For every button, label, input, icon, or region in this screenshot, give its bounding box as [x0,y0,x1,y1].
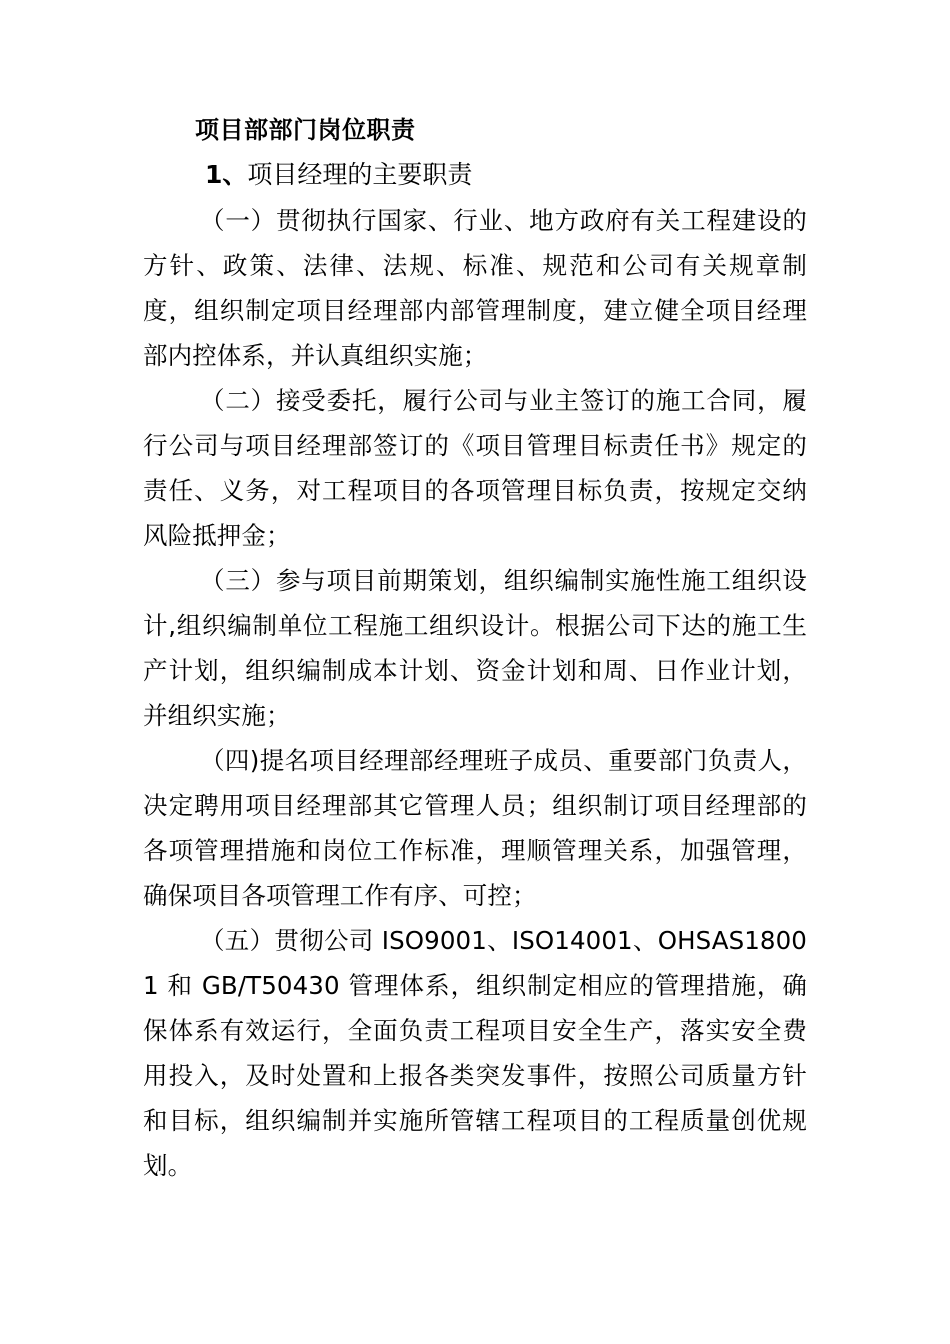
paragraph-1: （一）贯彻执行国家、行业、地方政府有关工程建设的方针、政策、法律、法规、标准、规范和公司有关规章制度，组织制定项目经理部内部管理制度，建立健全项目经理部内控体系，并认真组织实施； [143,206,807,370]
body-text [143,198,807,1188]
paragraph-4: （四)提名项目经理部经理班子成员、重要部门负责人，决定聘用项目经理部其它管理人员；组织制订项目经理部的各项管理措施和岗位工作标准，理顺管理关系，加强管理，确保项目各项管理工作有序、可控； [143,746,807,910]
section-heading-text: 项目经理的主要职责 [247,160,473,189]
section-heading [205,157,472,193]
paragraph-2: （二）接受委托，履行公司与业主签订的施工合同，履行公司与项目经理部签订的《项目管理目标责任书》规定的责任、义务，对工程项目的各项管理目标负责，按规定交纳风险抵押金； [143,386,807,550]
paragraph-5: （五）贯彻公司 ISO9001、ISO14001、OHSAS18001 和 GB/T50430 管理体系，组织制定相应的管理措施，确保体系有效运行，全面负责工程项目安全生产，落实安全费用投入，及时处置和上报各类突发事件，按照公司质量方针和目标，组织编制并实施所管辖工程项目的工程质量创优规划。 [143,926,807,1180]
paragraph-3: （三）参与项目前期策划，组织编制实施性施工组织设计,组织编制单位工程施工组织设计。根据公司下达的施工生产计划，组织编制成本计划、资金计划和周、日作业计划，并组织实施； [143,566,807,730]
document-title: 项目部部门岗位职责 [195,116,416,144]
section-number: 1、 [205,160,248,189]
